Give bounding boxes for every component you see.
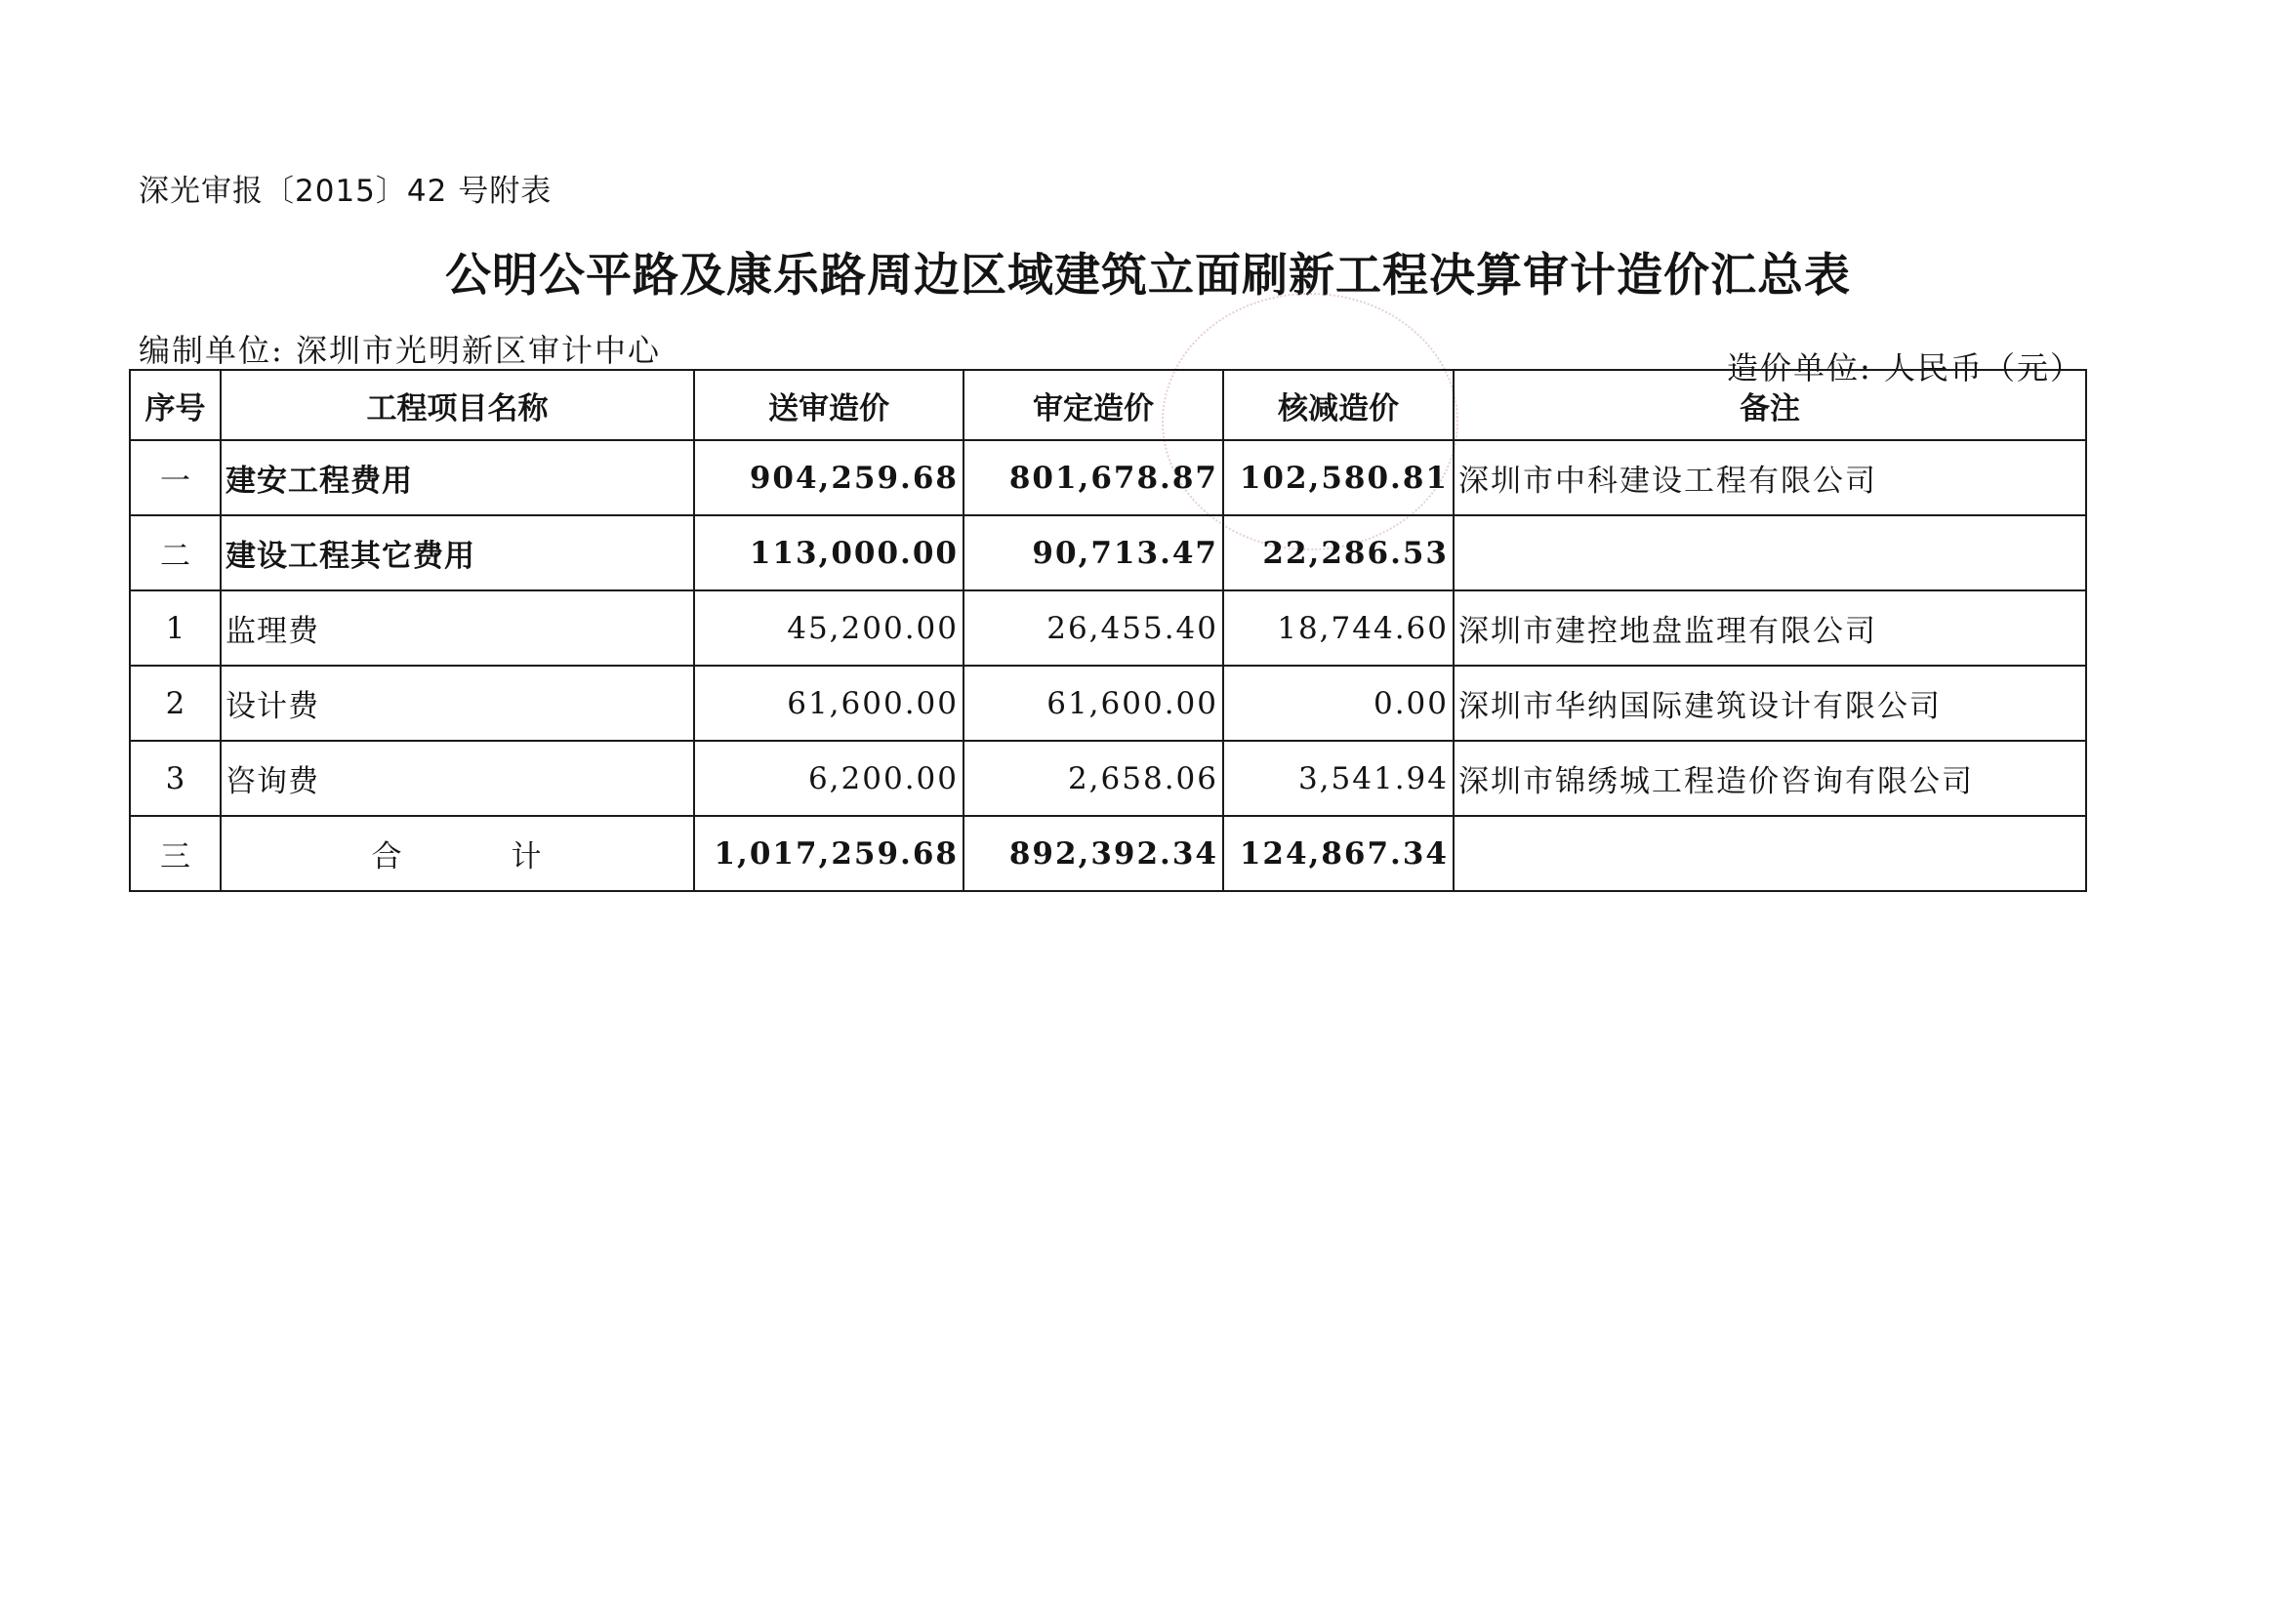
row-note: 深圳市建控地盘监理有限公司 [1454, 590, 2086, 666]
row-submitted: 61,600.00 [694, 666, 964, 741]
table-row [130, 515, 2086, 590]
column-header-approved: 审定造价 [964, 370, 1223, 440]
page-title: 公明公平路及康乐路周边区域建筑立面刷新工程决算审计造价汇总表 [445, 249, 1851, 303]
table-row [130, 440, 2086, 515]
table-row [130, 666, 2086, 741]
table-total-row [130, 816, 2086, 891]
row-reduced: 0.00 [1223, 666, 1454, 741]
table-row [130, 741, 2086, 816]
row-reduced: 22,286.53 [1223, 515, 1454, 590]
row-note: 深圳市锦绣城工程造价咨询有限公司 [1454, 741, 2086, 816]
currency-value: 人民币（元） [1883, 349, 2083, 386]
row-approved: 90,713.47 [964, 515, 1223, 590]
row-approved: 26,455.40 [964, 590, 1223, 666]
row-submitted: 113,000.00 [694, 515, 964, 590]
table-header-row [130, 370, 2086, 440]
column-header-seq: 序号 [130, 370, 221, 440]
total-label [221, 816, 694, 891]
column-header-submitted: 送审造价 [694, 370, 964, 440]
row-seq: 二 [130, 515, 221, 590]
compiler-value: 深圳市光明新区审计中心 [295, 332, 661, 369]
total-submitted: 1,017,259.68 [694, 816, 964, 891]
row-seq: 一 [130, 440, 221, 515]
total-approved: 892,392.34 [964, 816, 1223, 891]
row-seq: 1 [130, 590, 221, 666]
column-header-note: 备注 [1454, 370, 2086, 440]
row-approved: 2,658.06 [964, 741, 1223, 816]
row-submitted: 45,200.00 [694, 590, 964, 666]
row-seq: 3 [130, 741, 221, 816]
row-name: 设计费 [221, 666, 694, 741]
row-submitted: 904,259.68 [694, 440, 964, 515]
row-note: 深圳市华纳国际建筑设计有限公司 [1454, 666, 2086, 741]
row-name: 建设工程其它费用 [221, 515, 694, 590]
total-label-part-2: 计 [511, 839, 544, 874]
total-label-part-1: 合 [371, 839, 404, 874]
compiler-label: 编制单位: [139, 332, 284, 369]
currency-label: 造价单位: [1727, 349, 1872, 386]
row-name: 监理费 [221, 590, 694, 666]
row-reduced: 102,580.81 [1223, 440, 1454, 515]
row-submitted: 6,200.00 [694, 741, 964, 816]
row-reduced: 18,744.60 [1223, 590, 1454, 666]
row-name: 咨询费 [221, 741, 694, 816]
row-note [1454, 515, 2086, 590]
audit-summary-table [129, 369, 2087, 892]
table-row [130, 590, 2086, 666]
row-seq: 2 [130, 666, 221, 741]
document-reference: 深光审报〔2015〕42 号附表 [139, 174, 553, 209]
row-reduced: 3,541.94 [1223, 741, 1454, 816]
total-reduced: 124,867.34 [1223, 816, 1454, 891]
row-approved: 801,678.87 [964, 440, 1223, 515]
compiler-line [139, 326, 661, 371]
total-note [1454, 816, 2086, 891]
row-note: 深圳市中科建设工程有限公司 [1454, 440, 2086, 515]
row-name: 建安工程费用 [221, 440, 694, 515]
row-approved: 61,600.00 [964, 666, 1223, 741]
column-header-name: 工程项目名称 [221, 370, 694, 440]
column-header-reduced: 核减造价 [1223, 370, 1454, 440]
total-seq: 三 [130, 816, 221, 891]
